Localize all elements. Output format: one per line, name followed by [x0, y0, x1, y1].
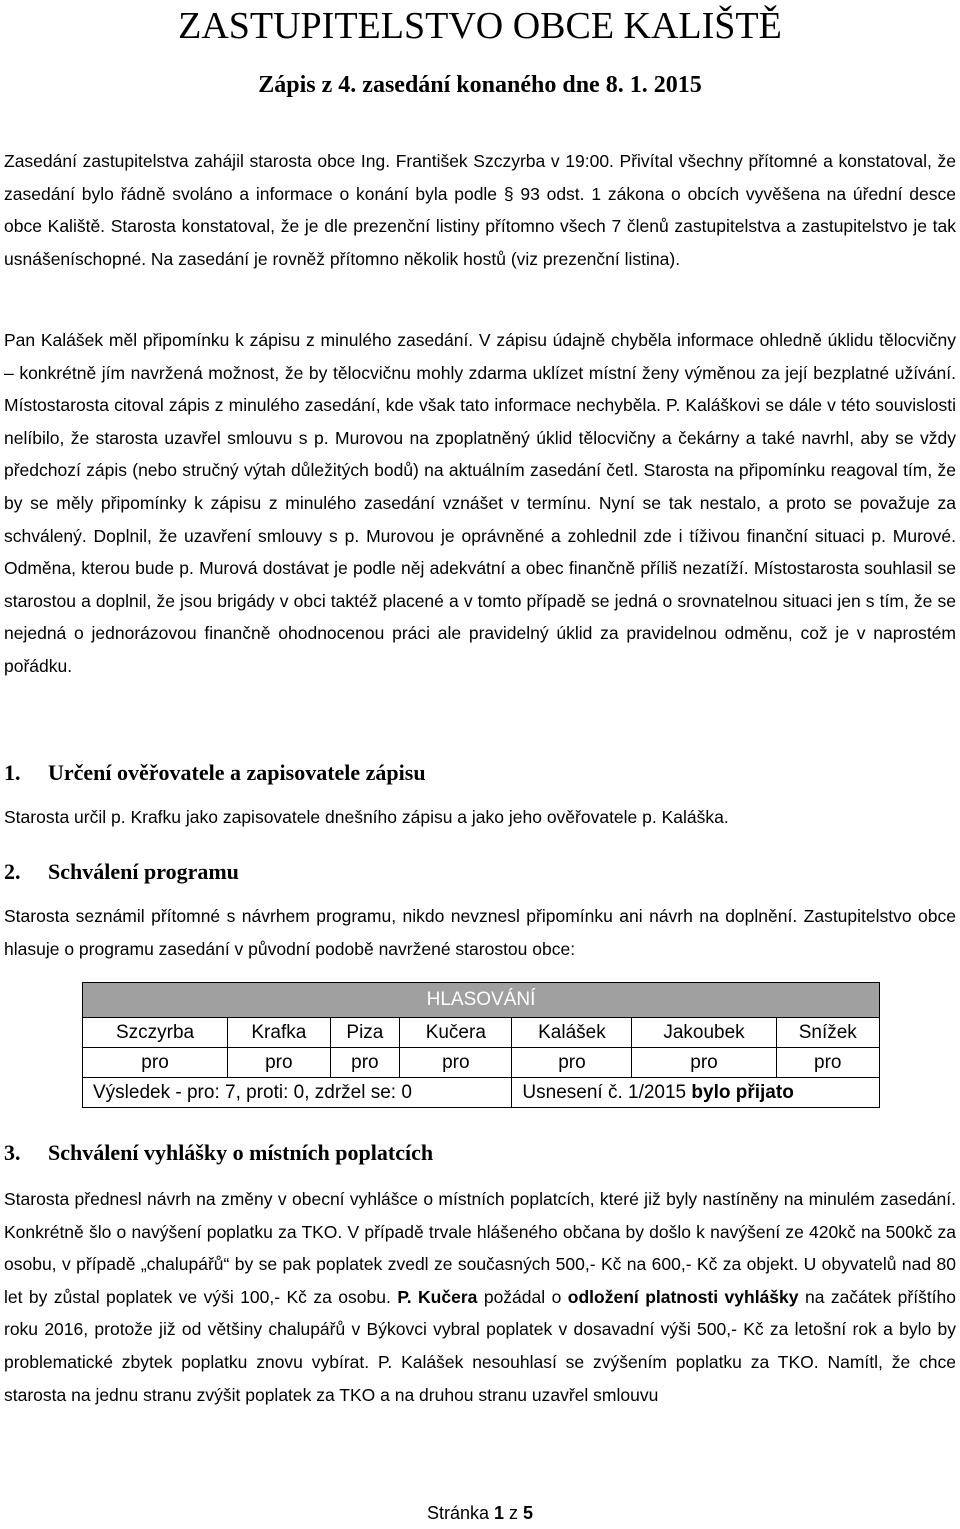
member-cell: Kučera [400, 1018, 512, 1048]
section-3-text-c: na začátek příštího roku 2016, protože již od většiny chalupářů v Býkovci vybral poplatek v dosavadní výši 500,- Kč za letošní rok a bylo by problematické zbytek poplatku znovu vybírat. P. Kalášek nesouhlasí se zvýšením poplatku za TKO. Namítl, že chce starosta na jednu stranu zvýšit poplatek za TKO a na druhou stranu uzavřel smlouvu [4, 1286, 957, 1405]
member-cell: Piza [330, 1018, 400, 1048]
section-2-title: Schválení programu [48, 859, 239, 884]
vote-members-row [83, 1018, 880, 1048]
section-2-heading [4, 857, 956, 887]
section-2-number: 2. [4, 859, 21, 884]
section-3-text [4, 1183, 956, 1411]
vote-cell: pro [776, 1048, 879, 1078]
member-cell: Szczyrba [83, 1018, 228, 1048]
section-3-bold-2: odložení platnosti vyhlášky [567, 1286, 799, 1307]
vote-values-row [83, 1048, 880, 1078]
vote-cell: pro [400, 1048, 512, 1078]
resolution-cell [512, 1078, 880, 1108]
vote-table-header: HLASOVÁNÍ [83, 983, 880, 1018]
document-title: ZASTUPITELSTVO OBCE KALIŠTĚ [178, 5, 782, 47]
section-3-bold-1: P. Kučera [397, 1286, 478, 1307]
resolution-status: bylo přijato [691, 1081, 794, 1103]
section-3-number: 3. [4, 1140, 21, 1165]
vote-cell: pro [330, 1048, 400, 1078]
document-subtitle: Zápis z 4. zasedání konaného dne 8. 1. 2015 [258, 72, 702, 98]
member-cell: Krafka [228, 1018, 331, 1048]
section-3-heading [4, 1138, 956, 1168]
vote-result: Výsledek - pro: 7, proti: 0, zdržel se: 0 [83, 1078, 512, 1108]
resolution-number: Usnesení č. 1/2015 [522, 1081, 692, 1103]
section-3-text-a: Starosta přednesl návrh na změny v obecní vyhlášce o místních poplatcích, které již byly nastíněny na minulém zasedání. Konkrétně šlo o navýšení poplatku za TKO. V případě trvale hlášeného občana by došlo k navýšení ze 420kč na 500kč za osobu, v případě „chalupářů“ by se pak poplatek zvedl ze současných 500,- Kč na 600,- Kč za objekt. U obyvatelů nad 80 let by zůstal poplatek ve výši 100,- Kč za osobu. [4, 1189, 956, 1307]
member-cell: Jakoubek [632, 1018, 776, 1048]
section-1-heading [4, 758, 956, 788]
vote-table [82, 982, 880, 1108]
intro-paragraph: Zasedání zastupitelstva zahájil starosta obce Ing. František Szczyrba v 19:00. Přivítal všechny přítomné a konstatoval, že zasedání bylo řádně svoláno a informace o konání byla podle § 93 odst. 1 zákona o obcích vyvěšena na úřední desce obce Kaliště. Starosta konstatoval, že je dle prezenční listiny přítomno všech 7 členů zastupitelstva a zastupitelstvo je tak usnášeníschopné. Na zasedání je rovněž přítomno několik hostů (viz prezenční listina). [4, 151, 956, 269]
footer-prefix: Stránka [426, 1503, 494, 1523]
footer-current-page: 1 [494, 1503, 505, 1523]
comment-paragraph: Pan Kalášek měl připomínku k zápisu z minulého zasedání. V zápisu údajně chyběla informace ohledně úklidu tělocvičny – konkrétně jím navržená možnost, že by tělocvičnu mohly zdarma uklízet místní ženy výměnou za její bezplatné užívání. Místostarosta citoval zápis z minulého zasedání, kde však tato informace nechyběla. P. Kaláškovi se dále v této souvislosti nelíbilo, že starosta uzavřel smlouvu s p. Murovou na zpoplatněný úklid tělocvičny a čekárny a také navrhl, aby se vždy předchozí zápis (nebo stručný výtah důležitých bodů) na aktuálním zasedání četl. Starosta na připomínku reagoval tím, že by se měly připomínky k zápisu z minulého zasedání vznášet v termínu. Nyní se tak nestalo, a proto se považuje za schválený. Doplnil, že uzavření smlouvy s p. Murovou je oprávněné a zohlednil zde i tíživou finanční situaci p. Murové. Odměna, kterou bude p. Murová dostávat je podle něj adekvátní a obec finančně příliš nezatíží. Místostarosta souhlasil se starostou a doplnil, že jsou brigády v obci taktéž placené a v tomto případě se jedná o srovnatelnou situaci jen s tím, že se nejedná o jednorázovou finančně ohodnocenou práci ale pravidelný úklid za pravidelnou odměnu, což je v naprostém pořádku. [4, 330, 956, 676]
vote-cell: pro [632, 1048, 776, 1078]
section-1-text: Starosta určil p. Krafku jako zapisovatele dnešního zápisu a jako jeho ověřovatele p. Kaláška. [4, 807, 729, 827]
vote-cell: pro [83, 1048, 228, 1078]
vote-cell: pro [228, 1048, 331, 1078]
section-2-text: Starosta seznámil přítomné s návrhem programu, nikdo nevznesl připomínku ani návrh na doplnění. Zastupitelstvo obce hlasuje o programu zasedání v původní podobě navržené starostou obce: [4, 906, 956, 959]
section-1-number: 1. [4, 760, 21, 785]
page-footer [0, 1503, 960, 1524]
section-1-title: Určení ověřovatele a zapisovatele zápisu [48, 760, 426, 785]
vote-cell: pro [512, 1048, 632, 1078]
section-3-text-b: požádal o [477, 1286, 568, 1307]
member-cell: Kalášek [512, 1018, 632, 1048]
footer-total-pages: 5 [523, 1503, 534, 1523]
member-cell: Snížek [776, 1018, 879, 1048]
footer-middle: z [504, 1503, 524, 1523]
vote-result-row [83, 1078, 880, 1108]
section-3-title: Schválení vyhlášky o místních poplatcích [48, 1140, 434, 1165]
